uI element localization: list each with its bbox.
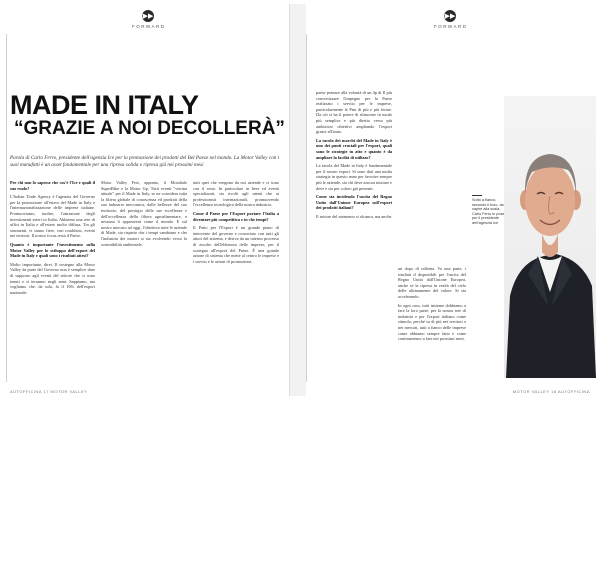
question: Come sta incidendo l'uscita del Regno Unito dall'Unione Europea sull'export dei prodotti italiani? [316,194,392,211]
left-page [4,4,289,396]
answer: La tavola del Made in Italy è fondamentale per il nostro export. Si sono dati una molta strategia in questo anno per favorire sempre più le aziende, sia chi deve ancora iniziare e deve e sia per coloro già presenti. [316,163,392,191]
answer: Molto importante, direi. Il sostegno alla Motor Valley da parte del Governo non è semplice dare di supporto agli eventi del settore che si sono tenuti e si terranno negli anni. Sappiamo, ma vogliamo che, da sola, fa il 16% dell'export nazionale. [10,261,95,295]
question: La tavola dei marchi del Made in Italy è uno dei punti cruciali per l'export, quali sono le strategie in atto e quanto è da ampliare la faciltà di utilizzo? [316,137,392,160]
answer: L'Italian Trade Agency è l'agenzia del Governo per la promozione all'estero del Made in Italy e l'internazionalizzazione delle imprese italiane. Promuoviamo, inoltre, l'attrazione degli investimenti esteri in Italia. Abbiamo una rete di uffici in Italia e all'estero molto diffusa. Tra gli strumenti, vi siamo fiere, vari roadshow, eventi nei territori. Il nostro focus resta il Paese. [10,194,95,239]
column-rule [306,34,307,382]
answer: Il settore del momento si alcunca, ma anche [316,213,392,219]
portrait-illustration [504,96,596,378]
answer: Il Patto per l'Export è un grande piano di intervento del governo e concertato con tutti gli attori del sistema, e deriva da un intenso processo di ascolto dell'ebbrezza delle imprese, per il sostegno all'export del Paese. È una grande azione di sistema che mette al centro le imprese e i servizi e le azioni di promozione. [193,225,279,264]
forward-icon: ▶▶ [142,12,154,20]
answer: tutti quei che vengono da noi aziende e ci sono con il resto. In particolare in fiere ed eventi specializzati, sia rivolti agli utenti che ai professionisti internazionali, promuovendo l'eccellenza tecnologica della nostra industria. [193,180,279,208]
question: Quanto è importante l'investimento sulla Motor Valley per lo sviluppo dell'export del Made in Italy e quali sono i risultati attesi? [10,241,95,259]
article-columns [316,90,466,566]
answer: Motor Valley Fest, appunto, il Mondiale SuperBike e la Motor Gp. Tutti eventi "vetrina attuale" per il Made in Italy, se ne considera tutta la filiera globale di conoscenza ed prodotti della sua industria meccanica, dalle bellezze del suo territorio, del prestigio delle sue eccellenze e dell'eccellenza della filiera agroalimentare, e nessuno li apprezzerà come il mondo. E sul nostro mercato ad oggi, l'obiettivo tutte le aziende di Made, sia rispetto che i tempi cambiano e che l'industria dei motori si sta evolvendo verso la sostenibilità ambientale. [101,180,187,247]
forward-icon: ▶▶ [444,12,456,20]
article-column-1 [10,180,95,390]
section-label: FORWARD [434,24,468,29]
page-footer: AUTOFFICINA 17 MOTOR VALLEY [10,389,88,394]
section-label: FORWARD [132,24,166,29]
article-column-1 [316,90,392,390]
article-column-3 [193,180,279,390]
answer: In ogni caso, tutti insieme dobbiamo a fare la loro parte, per la nostra rete di industria e per l'export italiano come stimolo, perché sa di più nei territori e nei mercati, tutti a fianco delle imprese come abbiamo sempre fatto e come continueremo a fare nei prossimi mesi. [398,302,466,342]
column-rule [6,34,7,382]
portrait-photo [504,96,596,378]
question: Come il Paese per l'Export portare l'Italia a diventare più competitiva e in che tempi? [193,210,279,222]
headline: MADE IN ITALY [10,90,199,120]
question: Per chi non lo sapesse che cos'è l'Ice e quali il suo ruolo? [10,180,95,191]
photo-caption: Sotto a fianco, secondo il buio, da capire alla scala, Carlo Ferro in posa per il presidente dell'agenzia Ice [472,195,508,226]
answer: paese pensare alla volontà di un 4p di Il più concretizzare l'impegno per la Paese realizzato i servizi per le imprese, particolarmente le Pmi di più e più ferme. Da ciò si ha il potere di rilanciare in modo più semplice e più diretto verso più ambiziosi obiettivi ampliando l'export grazie all'aiuto. [316,90,392,135]
article-columns [10,180,279,390]
article-column-2 [101,180,187,390]
article-column-2 [398,90,466,566]
page-footer: MOTOR VALLEY 18 AUTOFFICINA [512,389,590,394]
lead-paragraph: Parola di Carlo Ferro, presidente dell'agenzia Ice per la promozione dei prodotti del Bel Paese nel mondo. La Motor Valley con i suoi manufatti è un asset fondamentale per una ripresa solida e ripresa già nei prossimi mesi [10,155,280,168]
subheadline: “GRAZIE A NOI DECOLLERÀ” [14,118,285,139]
right-page [306,4,596,396]
answer: un dopo di rallenta. Va una parte, i risultati il disponibili per l'uscita del Regno Unito dall'Unione Europea, anche se la ripresa in realtà del cielo delle ultimamente del valore. Si sta accelerando. [398,266,466,299]
